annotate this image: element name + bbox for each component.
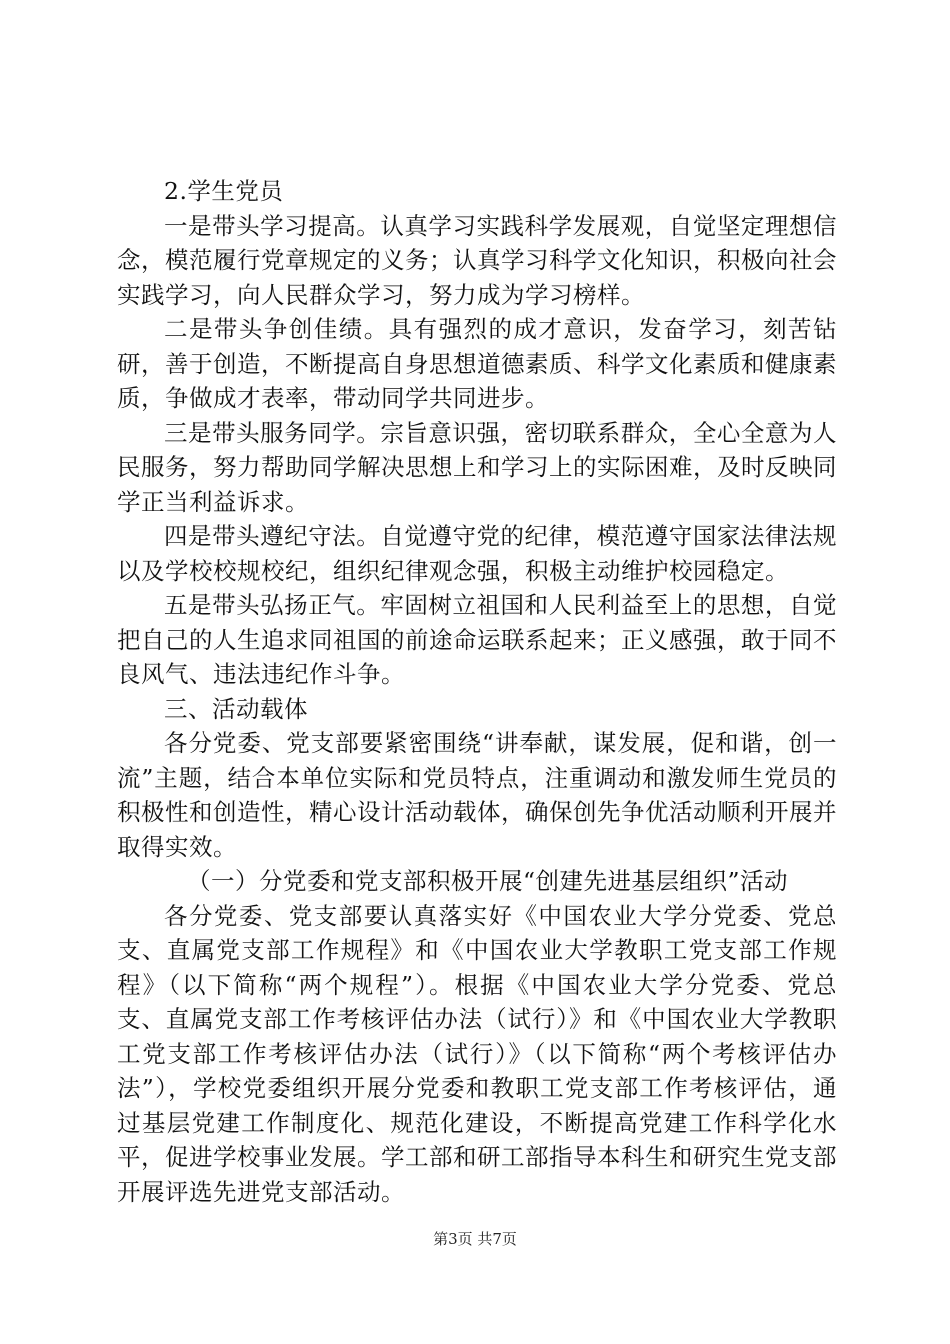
- document-body: [117, 174, 837, 1209]
- subsection-heading-advanced-organizations: （一）分党委和党支部积极开展“创建先进基层组织”活动: [187, 867, 789, 895]
- paragraph-regulations: 各分党委、党支部要认真落实好《中国农业大学分党委、党总支、直属党支部工作规程》和《中国农业大学教职工党支部工作规程》（以下简称“两个规程”）。根据《中国农业大学分党委、党总支、直属党支部工作考核评估办法（试行）》和《中国农业大学教职工党支部工作考核评估办法（试行）》（以下简称“两个考核评估办法”），学校党委组织开展分党委和教职工党支部工作考核评估，通过基层党建工作制度化、规范化建设，不断提高党建工作科学化水平，促进学校事业发展。学工部和研工部指导本科生和研究生党支部开展评选先进党支部活动。: [117, 901, 837, 1206]
- paragraph-service: 三是带头服务同学。宗旨意识强，密切联系群众，全心全意为人民服务，努力帮助同学解决思想上和学习上的实际困难，及时反映同学正当利益诉求。: [117, 418, 837, 516]
- section-heading-student-members: 2.学生党员: [164, 177, 284, 205]
- paragraph-discipline: 四是带头遵纪守法。自觉遵守党的纪律，模范遵守国家法律法规以及学校校规校纪，组织纪律观念强，积极主动维护校园稳定。: [117, 522, 837, 585]
- page-number-footer: 第3页 共7页: [433, 1230, 517, 1248]
- paragraph-integrity: 五是带头弘扬正气。牢固树立祖国和人民利益至上的思想，自觉把自己的人生追求同祖国的前途命运联系起来；正义感强，敢于同不良风气、违法违纪作斗争。: [117, 591, 837, 688]
- paragraph-activity-carrier: 各分党委、党支部要紧密围绕“讲奉献，谋发展，促和谐，创一流”主题，结合本单位实际和党员特点，注重调动和激发师生党员的积极性和创造性，精心设计活动载体，确保创先争优活动顺利开展并取得实效。: [117, 729, 837, 861]
- paragraph-achievement: 二是带头争创佳绩。具有强烈的成才意识，发奋学习，刻苦钻研，善于创造，不断提高自身思想道德素质、科学文化素质和健康素质，争做成才表率，带动同学共同进步。: [117, 315, 837, 412]
- section-heading-activity-carrier: 三、活动载体: [164, 694, 308, 723]
- paragraph-study: 一是带头学习提高。认真学习实践科学发展观，自觉坚定理想信念，模范履行党章规定的义务；认真学习科学文化知识，积极向社会实践学习，向人民群众学习，努力成为学习榜样。: [117, 211, 837, 309]
